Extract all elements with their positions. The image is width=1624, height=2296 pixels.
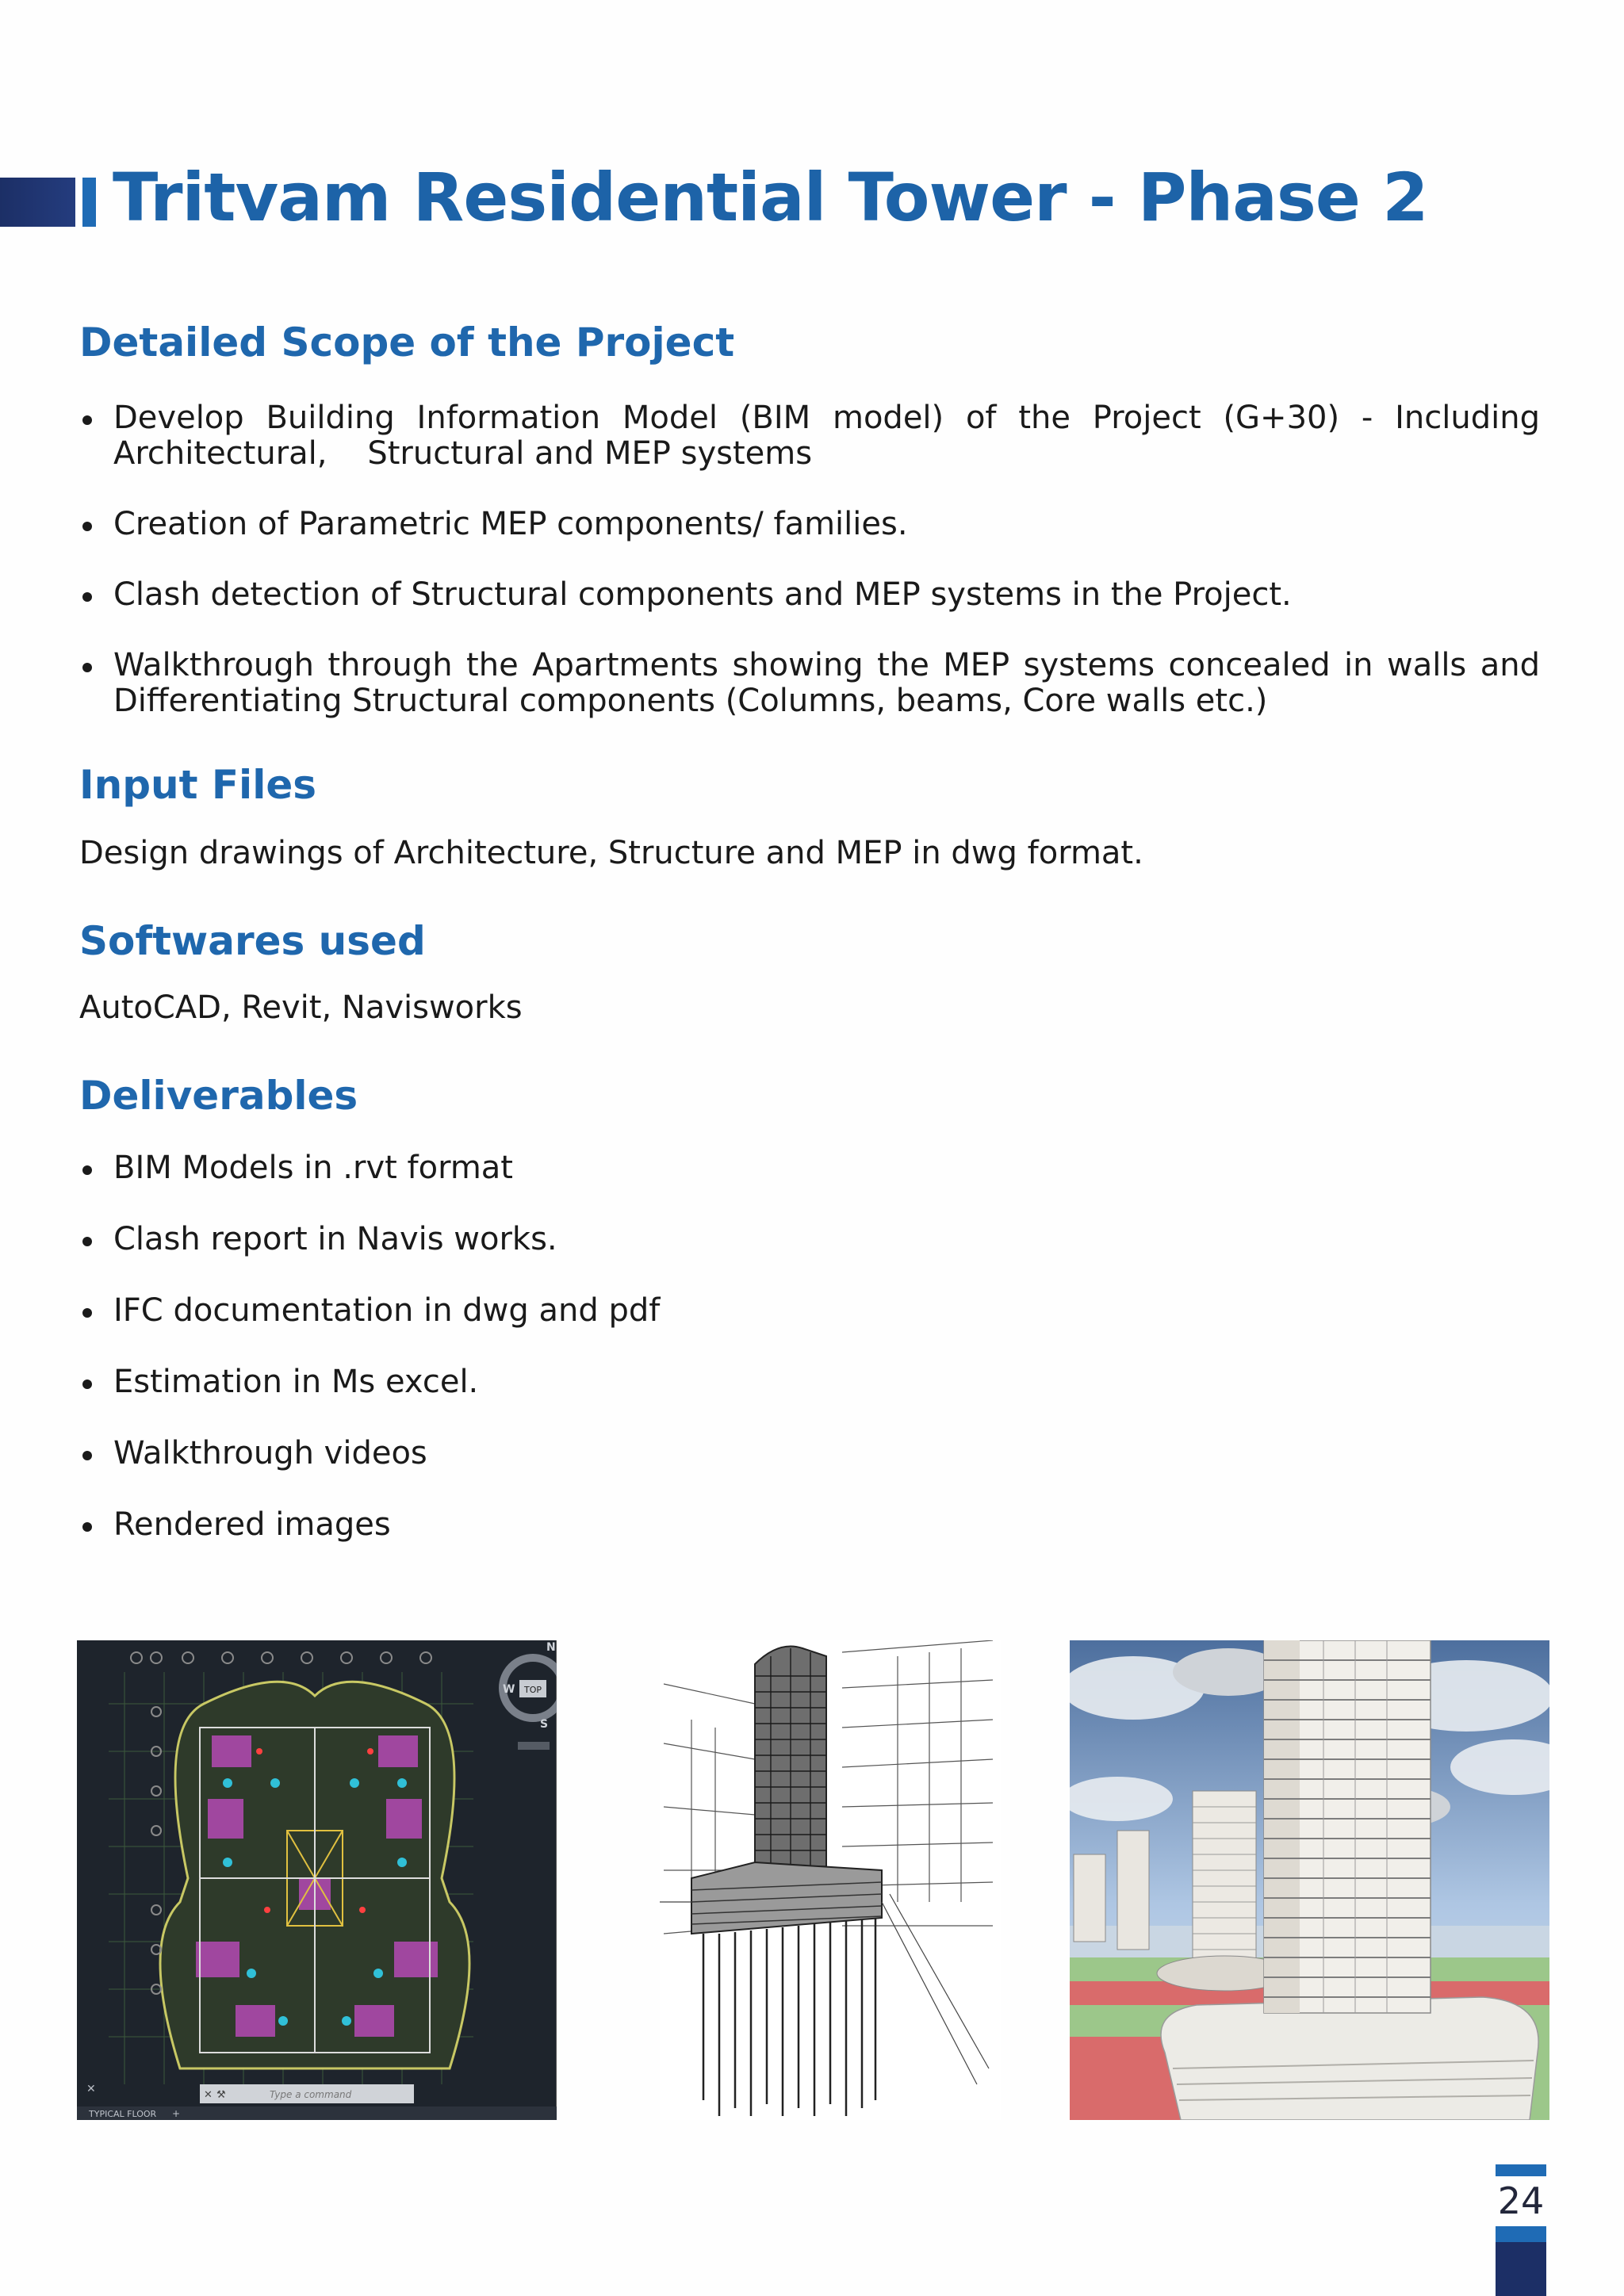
structural-model-drawing <box>660 1640 1001 2120</box>
close-icon[interactable]: ✕ <box>86 2083 96 2095</box>
page-number-accent-top <box>1496 2164 1546 2176</box>
scope-list <box>79 400 1540 754</box>
softwares-text: AutoCAD, Revit, Navisworks <box>79 989 523 1026</box>
command-line-bar[interactable] <box>200 2084 414 2103</box>
list-item: Clash detection of Structural components and MEP systems in the Project. <box>79 577 1540 613</box>
add-layout-icon[interactable]: + <box>172 2108 181 2119</box>
page-title: Tritvam Residential Tower - Phase 2 <box>113 159 1428 236</box>
page-number-accent-mid <box>1496 2226 1546 2242</box>
rendered-tower-image <box>1070 1640 1549 2120</box>
list-item: IFC documentation in dwg and pdf <box>79 1293 1540 1329</box>
title-accent-bar <box>0 178 75 227</box>
cad-floor-plan-image <box>77 1640 557 2120</box>
structural-model-image <box>660 1640 1001 2120</box>
list-item: Walkthrough through the Apartments showing the MEP systems concealed in walls and Differentiating Structural components (Columns, beams, Core walls etc.) <box>79 648 1540 719</box>
input-files-heading: Input Files <box>79 762 316 808</box>
compass-top-label: TOP <box>523 1685 542 1695</box>
page-number-accent-bottom <box>1496 2242 1546 2296</box>
title-accent-mark <box>82 178 96 227</box>
compass-west-label: W <box>503 1683 515 1696</box>
list-item: Rendered images <box>79 1507 1540 1543</box>
layout-tab-label[interactable]: TYPICAL FLOOR <box>89 2109 157 2119</box>
deliverables-heading: Deliverables <box>79 1073 358 1119</box>
list-item: Walkthrough videos <box>79 1436 1540 1471</box>
list-item: Clash report in Navis works. <box>79 1222 1540 1257</box>
command-wrench-icon[interactable]: ⚒ <box>216 2089 226 2101</box>
list-item: Creation of Parametric MEP components/ families. <box>79 507 1540 542</box>
deliverables-list <box>79 1150 1540 1578</box>
list-item: Estimation in Ms excel. <box>79 1364 1540 1400</box>
page-number: 24 <box>1497 2179 1545 2222</box>
list-item: BIM Models in .rvt format <box>79 1150 1540 1186</box>
compass-south-label: S <box>540 1718 549 1731</box>
compass-north-label: N <box>546 1641 556 1654</box>
scope-heading: Detailed Scope of the Project <box>79 320 735 365</box>
list-item: Develop Building Information Model (BIM model) of the Project (G+30) - Including Architectural, Structural and MEP systems <box>79 400 1540 472</box>
command-close-icon[interactable]: ✕ <box>204 2089 213 2101</box>
rendered-tower-drawing <box>1070 1640 1549 2120</box>
command-input-placeholder[interactable]: Type a command <box>270 2089 352 2100</box>
softwares-heading: Softwares used <box>79 918 426 964</box>
input-files-text: Design drawings of Architecture, Structure and MEP in dwg format. <box>79 835 1143 871</box>
cad-drawing <box>77 1640 557 2120</box>
